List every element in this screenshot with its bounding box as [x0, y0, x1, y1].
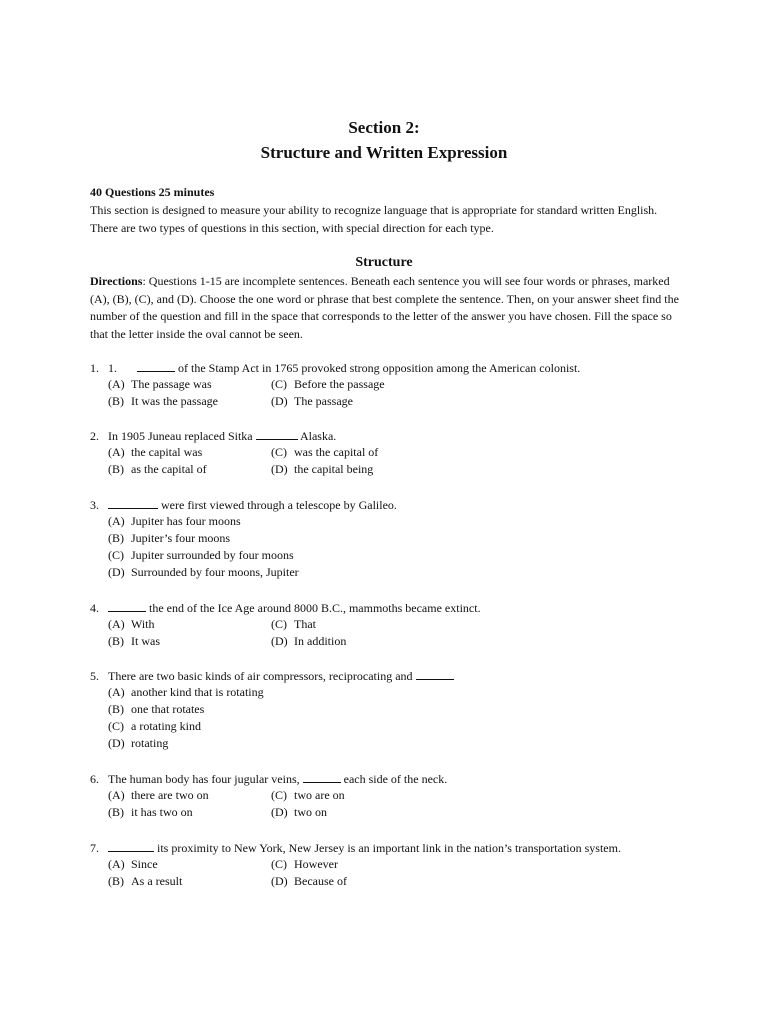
option-d[interactable]: (D) The passage — [271, 394, 353, 408]
question-3 — [90, 496, 690, 581]
option-row — [108, 787, 690, 804]
question-number: 6. — [90, 772, 99, 786]
question-stem-text-end: Alaska. — [299, 429, 337, 443]
directions-text: : Questions 1-15 are incomplete sentences. Beneath each sentence you will see four words or phrases, marked (A), (B), (C), and (D). Choose the one word or phrase that best complete the sentence. Then, on your answer sheet find the number of the question and fill in the space that corresponds to the letter of the answer you have chosen. Fill the space so that the letter inside the oval cannot be seen. — [90, 274, 679, 341]
question-5 — [90, 667, 690, 752]
option-row — [108, 856, 690, 873]
answer-blank — [108, 496, 158, 509]
question-number: 7. — [90, 841, 99, 855]
option-row — [108, 633, 690, 650]
question-stem — [90, 839, 690, 856]
answer-blank — [108, 599, 146, 612]
option-c[interactable]: (C) a rotating kind — [108, 719, 201, 733]
question-stem-text: its proximity to New York, New Jersey is an important link in the nation’s transportation system. — [157, 841, 621, 855]
option-row — [108, 804, 690, 821]
option-d[interactable]: (D) two on — [271, 805, 327, 819]
question-stem-text: There are two basic kinds of air compressors, reciprocating and — [108, 669, 413, 683]
option-a[interactable]: (A) The passage was — [108, 377, 212, 391]
option-b[interactable]: (B) it has two on — [108, 805, 193, 819]
option-c[interactable]: (C) Before the passage — [271, 377, 385, 391]
question-stem — [90, 599, 690, 616]
option-row — [108, 393, 690, 410]
option-d[interactable]: (D) rotating — [108, 736, 169, 750]
directions-label: Directions — [90, 274, 143, 288]
question-count-and-time: 40 Questions 25 minutes — [90, 185, 215, 199]
question-stem — [90, 427, 690, 444]
option-a[interactable]: (A) Since — [108, 857, 158, 871]
option-b[interactable]: (B) one that rotates — [108, 702, 205, 716]
option-c[interactable]: (C) However — [271, 857, 338, 871]
answer-blank — [303, 770, 341, 783]
option-a[interactable]: (A) there are two on — [108, 788, 209, 802]
question-number: 2. — [90, 429, 99, 443]
option-c[interactable]: (C) two are on — [271, 788, 345, 802]
question-stem-text: were first viewed through a telescope by Galileo. — [161, 498, 397, 512]
question-number: 4. — [90, 601, 99, 615]
section-name-title: Structure and Written Expression — [260, 143, 508, 162]
question-stem — [90, 667, 690, 684]
structure-heading: Structure — [355, 255, 413, 270]
question-stem-text-end: each side of the neck. — [343, 772, 448, 786]
option-b[interactable]: (B) It was — [108, 634, 160, 648]
question-stem-prefix: 1. — [108, 361, 117, 375]
question-stem — [90, 496, 690, 513]
option-b[interactable]: (B) as the capital of — [108, 462, 207, 476]
option-row — [108, 873, 690, 890]
option-c[interactable]: (C) Jupiter surrounded by four moons — [108, 548, 294, 562]
option-c[interactable]: (C) That — [271, 617, 316, 631]
section-intro — [90, 183, 680, 237]
question-stem-text: In 1905 Juneau replaced Sitka — [108, 429, 253, 443]
answer-blank — [137, 359, 175, 372]
option-row — [108, 444, 690, 461]
section-number-title: Section 2: — [348, 118, 420, 137]
option-row — [108, 616, 690, 633]
question-number: 3. — [90, 498, 99, 512]
option-row — [108, 376, 690, 393]
answer-blank — [416, 667, 454, 680]
option-b[interactable]: (B) As a result — [108, 874, 183, 888]
option-c[interactable]: (C) was the capital of — [271, 445, 379, 459]
question-stem — [90, 770, 690, 787]
question-stem-text: the end of the Ice Age around 8000 B.C., mammoths became extinct. — [149, 601, 481, 615]
option-a[interactable]: (A) Jupiter has four moons — [108, 514, 241, 528]
section-description: This section is designed to measure your ability to recognize language that is appropriate for standard written English. There are two types of questions in this section, with special direction for each type. — [90, 203, 658, 235]
question-4 — [90, 599, 690, 650]
option-d[interactable]: (D) Surrounded by four moons, Jupiter — [108, 565, 299, 579]
option-row — [108, 461, 690, 478]
option-d[interactable]: (D) Because of — [271, 874, 347, 888]
question-6 — [90, 770, 690, 821]
option-d[interactable]: (D) In addition — [271, 634, 347, 648]
question-number: 1. — [90, 361, 99, 375]
option-a[interactable]: (A) With — [108, 617, 155, 631]
answer-blank — [256, 427, 298, 440]
question-stem-text: The human body has four jugular veins, — [108, 772, 300, 786]
question-1 — [90, 359, 690, 410]
structure-directions — [90, 273, 680, 343]
answer-blank — [108, 839, 154, 852]
option-b[interactable]: (B) It was the passage — [108, 394, 218, 408]
option-b[interactable]: (B) Jupiter’s four moons — [108, 531, 231, 545]
option-d[interactable]: (D) the capital being — [271, 462, 374, 476]
question-stem — [90, 359, 690, 376]
question-stem-text: of the Stamp Act in 1765 provoked strong opposition among the American colonist. — [178, 361, 581, 375]
question-2 — [90, 427, 690, 478]
question-7 — [90, 839, 690, 890]
option-a[interactable]: (A) another kind that is rotating — [108, 685, 264, 699]
option-a[interactable]: (A) the capital was — [108, 445, 203, 459]
question-number: 5. — [90, 669, 99, 683]
